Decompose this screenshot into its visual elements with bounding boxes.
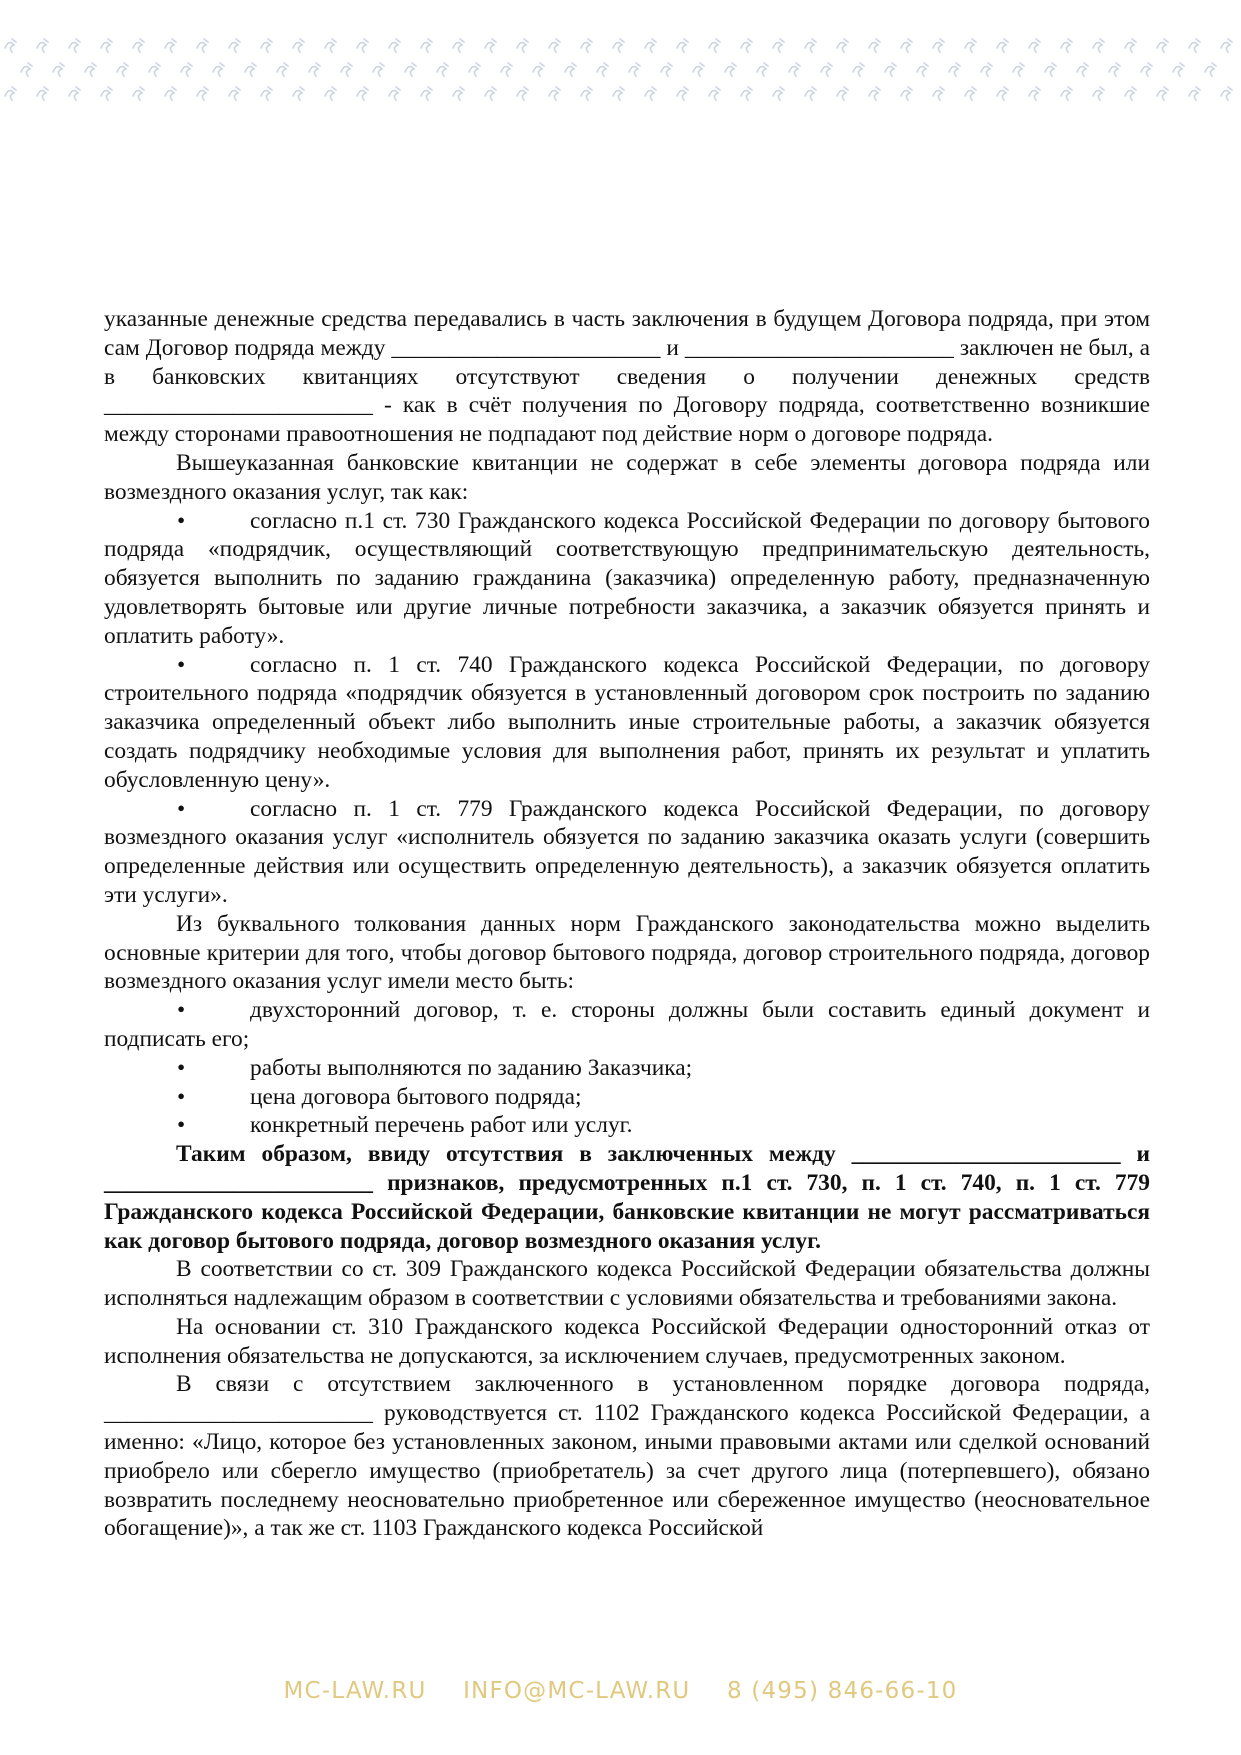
bullet-icon: • [177,1083,186,1110]
bullet-icon: • [177,1112,186,1139]
blank-line: _______________________ [851,1141,1121,1168]
bullet-icon: • [177,997,186,1024]
blank-line: _______________________ [104,1400,373,1427]
paragraph: В соответствии со ст. 309 Гражданского кодекса Российской Федерации обязательства должны исполняться надлежащим образом в соответствии с условиями обязательства и требованиями закона. [104,1256,1150,1312]
conclusion-paragraph: Таким образом, ввиду отсутствия в заключенных между _______________________ и _______________________ признаков, предусмотренных п.1 ст. 730, п. 1 ст. 740, п. 1 ст. 779 Гражданского кодекса Российской Федерации, банковские квитанции не могут рассматриваться как договор бытового подряда, договор возмездного оказания услуг. [104,1141,1150,1254]
blank-line: _______________________ [104,392,373,419]
footer-phone: 8 (495) 846-66-10 [726,1678,958,1704]
footer-site-link[interactable]: MC-LAW.RU [283,1678,427,1704]
footer-email-link[interactable]: INFO@MC-LAW.RU [463,1678,691,1704]
blank-line: _______________________ [104,1169,373,1196]
list-item: • двухсторонний договор, т. е. стороны должны были составить единый документ и подписать его; [104,997,1150,1052]
list-item: • согласно п.1 ст. 730 Гражданского кодекса Российской Федерации по договору бытового подряда «подрядчик, осуществляющий соответствующую предпринимательскую деятельность, обязуется выполнить по заданию гражданина (заказчика) определенную работу, предназначенную удовлетворять бытовые или другие личные потребности заказчика, а заказчик обязуется принять и оплатить работу». [104,507,1150,649]
paragraph: Вышеуказанная банковские квитанции не содержат в себе элементы договора подряда или возмездного оказания услуг, так как: [104,449,1150,505]
footer-contacts [0,1678,1241,1704]
list-item: • цена договора бытового подряда; [177,1083,582,1110]
bullet-icon: • [177,1054,186,1081]
paragraph: Из буквального толкования данных норм Гражданского законодательства можно выделить основные критерии для того, чтобы договор бытового подряда, договор строительного подряда, договор возмездного оказания услуг имели место быть: [104,910,1150,995]
paragraph: указанные денежные средства передавались в часть заключения в будущем Договора подряда, при этом сам Договор подряда между _______________________ и _______________________ заключен не был, а в банковских квитанциях отсутствуют сведения о получении денежных средств _______________________ - как в счёт получения по Договору подряда, соответственно возникшие между сторонами правоотношения не подпадают под действие норм о договоре подряда. [104,306,1150,448]
list-item: • конкретный перечень работ или услуг. [177,1112,633,1139]
paragraph: На основании ст. 310 Гражданского кодекса Российской Федерации односторонний отказ от исполнения обязательства не допускаются, за исключением случаев, предусмотренных законом. [104,1313,1150,1369]
bullet-icon: • [177,507,186,534]
bullet-icon: • [177,651,186,678]
document-body [104,305,1150,1543]
bullet-icon: • [177,795,186,822]
paragraph: В связи с отсутствием заключенного в установленном порядке договора подряда, _______________________ руководствуется ст. 1102 Гражданского кодекса Российской Федерации, а именно: «Лицо, которое без установленных законом, иными правовыми актами или сделкой оснований приобрело или сберегло имущество (приобретатель) за счет другого лица (потерпевшего), обязано возвратить последнему неосновательно приобретенное или сбереженное имущество (неосновательное обогащение)», а так же ст. 1103 Гражданского кодекса Российской [104,1371,1150,1542]
blank-line: _______________________ [684,334,954,361]
blank-line: _______________________ [391,334,661,361]
list-item: • согласно п. 1 ст. 740 Гражданского кодекса Российской Федерации, по договору строительного подряда «подрядчик обязуется в установленный договором срок построить по заданию заказчика определенный объект либо выполнить иные строительные работы, а заказчик обязуется создать подрядчику необходимые условия для выполнения работ, принять их результат и уплатить обусловленную цену». [104,651,1150,793]
list-item: • работы выполняются по заданию Заказчика; [177,1054,693,1081]
list-item: • согласно п. 1 ст. 779 Гражданского кодекса Российской Федерации, по договору возмездного оказания услуг «исполнитель обязуется по заданию заказчика оказать услуги (совершить определенные действия или осуществить определенную деятельность), а заказчик обязуется оплатить эти услуги». [104,795,1150,908]
ornament-pattern-icon [0,30,1241,110]
